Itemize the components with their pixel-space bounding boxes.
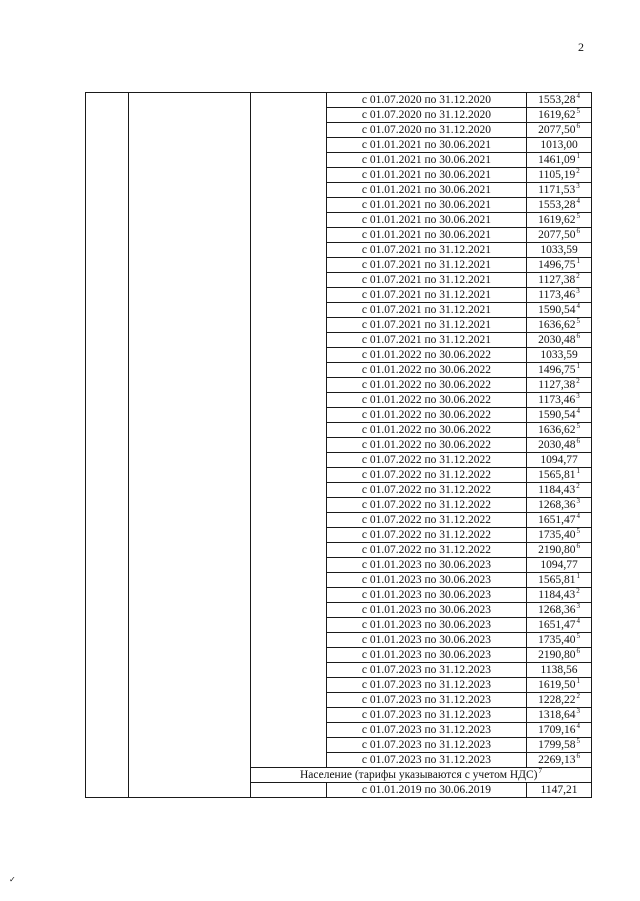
tariff-value-cell bbox=[527, 753, 592, 768]
tariff-value: 1651,47 bbox=[538, 514, 576, 526]
tariff-value: 1799,58 bbox=[538, 739, 576, 751]
tariff-period: с 01.01.2023 по 30.06.2023 bbox=[327, 603, 527, 618]
tariff-value-cell bbox=[527, 138, 592, 153]
tariff-value-cell bbox=[527, 348, 592, 363]
tariff-value-cell bbox=[527, 273, 592, 288]
footnote-ref: 1 bbox=[576, 152, 580, 160]
tariff-period: с 01.07.2022 по 31.12.2022 bbox=[327, 513, 527, 528]
tariff-value-cell bbox=[527, 783, 592, 798]
footnote-ref: 2 bbox=[576, 692, 580, 700]
tariff-period: с 01.07.2020 по 31.12.2020 bbox=[327, 93, 527, 108]
tariff-value: 1147,21 bbox=[540, 784, 578, 796]
footnote-ref: 3 bbox=[576, 182, 580, 190]
tariff-value-cell bbox=[527, 198, 592, 213]
tariff-value: 1171,53 bbox=[538, 184, 576, 196]
tariff-period: с 01.07.2023 по 31.12.2023 bbox=[327, 723, 527, 738]
footnote-ref: 3 bbox=[576, 497, 580, 505]
footnote-ref: 5 bbox=[576, 527, 580, 535]
tariff-period: с 01.07.2023 по 31.12.2023 bbox=[327, 693, 527, 708]
tariff-value-cell bbox=[527, 528, 592, 543]
tariff-value: 1318,64 bbox=[538, 709, 576, 721]
footnote-ref: 5 bbox=[576, 212, 580, 220]
tariff-period: с 01.01.2021 по 30.06.2021 bbox=[327, 198, 527, 213]
tariff-value: 1228,22 bbox=[538, 694, 576, 706]
page-number: 2 bbox=[578, 40, 584, 54]
tariff-value-cell bbox=[527, 168, 592, 183]
tariff-period: с 01.07.2023 по 31.12.2023 bbox=[327, 678, 527, 693]
footnote-ref: 1 bbox=[576, 677, 580, 685]
tariff-value: 1461,09 bbox=[538, 154, 576, 166]
tariff-value-cell bbox=[527, 483, 592, 498]
footnote-ref: 6 bbox=[576, 437, 580, 445]
footnote-ref: 5 bbox=[576, 107, 580, 115]
tariff-value: 2190,80 bbox=[538, 649, 576, 661]
tariff-value: 1138,56 bbox=[540, 664, 578, 676]
tariff-period: с 01.01.2021 по 30.06.2021 bbox=[327, 138, 527, 153]
tariff-period: с 01.07.2021 по 31.12.2021 bbox=[327, 243, 527, 258]
table-row bbox=[86, 93, 592, 108]
tariff-value: 2269,13 bbox=[538, 754, 576, 766]
tariff-value-cell bbox=[527, 393, 592, 408]
footnote-ref: 4 bbox=[576, 617, 580, 625]
footnote-ref: 4 bbox=[576, 197, 580, 205]
tariff-value: 1105,19 bbox=[538, 169, 576, 181]
tariff-value: 1033,59 bbox=[540, 244, 578, 256]
footnote-ref: 4 bbox=[576, 722, 580, 730]
tariff-period: с 01.07.2023 по 31.12.2023 bbox=[327, 663, 527, 678]
tariff-value: 2030,48 bbox=[538, 334, 576, 346]
tariff-value: 1636,62 bbox=[538, 319, 576, 331]
tariff-period: с 01.01.2021 по 30.06.2021 bbox=[327, 213, 527, 228]
tariff-value-cell bbox=[527, 468, 592, 483]
tariff-value: 1590,54 bbox=[538, 409, 576, 421]
category-column bbox=[251, 93, 327, 768]
tariff-value-cell bbox=[527, 723, 592, 738]
tariff-value-cell bbox=[527, 708, 592, 723]
tariff-value: 1565,81 bbox=[538, 469, 576, 481]
tariff-period: с 01.07.2020 по 31.12.2020 bbox=[327, 108, 527, 123]
tariff-value: 1735,40 bbox=[538, 634, 576, 646]
tariff-period: с 01.07.2022 по 31.12.2022 bbox=[327, 498, 527, 513]
tariff-period: с 01.01.2022 по 30.06.2022 bbox=[327, 408, 527, 423]
tariff-period: с 01.07.2021 по 31.12.2021 bbox=[327, 288, 527, 303]
tariff-value-cell bbox=[527, 288, 592, 303]
tariff-value-cell bbox=[527, 603, 592, 618]
tariff-value-cell bbox=[527, 558, 592, 573]
tariff-period: с 01.07.2023 по 31.12.2023 bbox=[327, 738, 527, 753]
tariff-period: с 01.07.2021 по 31.12.2021 bbox=[327, 258, 527, 273]
tariff-value-cell bbox=[527, 453, 592, 468]
tariff-value-cell bbox=[527, 738, 592, 753]
tariff-value: 1619,62 bbox=[538, 109, 576, 121]
tariff-value: 1184,43 bbox=[538, 589, 576, 601]
tariff-period: с 01.01.2022 по 30.06.2022 bbox=[327, 378, 527, 393]
tariff-value-cell bbox=[527, 543, 592, 558]
tariff-value: 1268,36 bbox=[538, 604, 576, 616]
tariff-value: 1565,81 bbox=[538, 574, 576, 586]
tariff-period: с 01.07.2022 по 31.12.2022 bbox=[327, 543, 527, 558]
tariff-value: 1268,36 bbox=[538, 499, 576, 511]
tariff-period: с 01.01.2022 по 30.06.2022 bbox=[327, 423, 527, 438]
tariff-period: с 01.07.2021 по 31.12.2021 bbox=[327, 273, 527, 288]
corner-mark: ✓ bbox=[9, 875, 16, 884]
tariff-period: с 01.01.2022 по 30.06.2022 bbox=[327, 363, 527, 378]
footnote-ref: 5 bbox=[576, 422, 580, 430]
tariff-period: с 01.01.2023 по 30.06.2023 bbox=[327, 633, 527, 648]
tariff-period: с 01.07.2022 по 31.12.2022 bbox=[327, 528, 527, 543]
tariff-value: 1636,62 bbox=[538, 424, 576, 436]
population-section-header bbox=[251, 768, 592, 783]
tariff-period: с 01.07.2022 по 31.12.2022 bbox=[327, 468, 527, 483]
footnote-ref: 2 bbox=[576, 587, 580, 595]
tariff-table bbox=[85, 92, 592, 798]
tariff-value-cell bbox=[527, 303, 592, 318]
tariff-value-cell bbox=[527, 663, 592, 678]
tariff-value-cell bbox=[527, 123, 592, 138]
tariff-value: 1553,28 bbox=[538, 199, 576, 211]
tariff-period: с 01.01.2019 по 30.06.2019 bbox=[327, 783, 527, 798]
footnote-ref: 4 bbox=[576, 512, 580, 520]
tariff-value-cell bbox=[527, 633, 592, 648]
tariff-period: с 01.07.2021 по 31.12.2021 bbox=[327, 333, 527, 348]
footnote-ref: 3 bbox=[576, 392, 580, 400]
footnote-ref: 4 bbox=[576, 92, 580, 100]
tariff-value: 1184,43 bbox=[538, 484, 576, 496]
tariff-value: 2077,50 bbox=[538, 229, 576, 241]
tariff-value: 1590,54 bbox=[538, 304, 576, 316]
tariff-value-cell bbox=[527, 183, 592, 198]
tariff-value: 1094,77 bbox=[540, 559, 578, 571]
footnote-ref: 2 bbox=[576, 377, 580, 385]
footnote-ref: 5 bbox=[576, 632, 580, 640]
section-label: Население (тарифы указываются с учетом НДС) bbox=[299, 769, 538, 781]
tariff-value: 1619,50 bbox=[538, 679, 576, 691]
footnote-ref: 6 bbox=[576, 752, 580, 760]
tariff-period: с 01.01.2023 по 30.06.2023 bbox=[327, 588, 527, 603]
footnote-ref: 7 bbox=[538, 767, 543, 775]
footnote-ref: 6 bbox=[576, 122, 580, 130]
tariff-value-cell bbox=[527, 318, 592, 333]
tariff-period: с 01.07.2022 по 31.12.2022 bbox=[327, 483, 527, 498]
footnote-ref: 1 bbox=[576, 467, 580, 475]
tariff-period: с 01.07.2023 по 31.12.2023 bbox=[327, 753, 527, 768]
tariff-value-cell bbox=[527, 693, 592, 708]
tariff-value-cell bbox=[527, 378, 592, 393]
tariff-value: 1033,59 bbox=[540, 349, 578, 361]
tariff-value-cell bbox=[527, 618, 592, 633]
tariff-value: 2077,50 bbox=[538, 124, 576, 136]
footnote-ref: 5 bbox=[576, 317, 580, 325]
tariff-value-cell bbox=[527, 408, 592, 423]
tariff-period: с 01.01.2023 по 30.06.2023 bbox=[327, 648, 527, 663]
tariff-period: с 01.07.2021 по 31.12.2021 bbox=[327, 303, 527, 318]
tariff-period: с 01.07.2023 по 31.12.2023 bbox=[327, 708, 527, 723]
tariff-value-cell bbox=[527, 258, 592, 273]
footnote-ref: 2 bbox=[576, 167, 580, 175]
tariff-period: с 01.01.2021 по 30.06.2021 bbox=[327, 153, 527, 168]
tariff-value-cell bbox=[527, 213, 592, 228]
footnote-ref: 3 bbox=[576, 707, 580, 715]
footnote-ref: 3 bbox=[576, 287, 580, 295]
tariff-value-cell bbox=[527, 648, 592, 663]
footnote-ref: 6 bbox=[576, 227, 580, 235]
footnote-ref: 6 bbox=[576, 542, 580, 550]
tariff-period: с 01.01.2022 по 30.06.2022 bbox=[327, 438, 527, 453]
tariff-period: с 01.01.2022 по 30.06.2022 bbox=[327, 393, 527, 408]
tariff-value: 1553,28 bbox=[538, 94, 576, 106]
tariff-value-cell bbox=[527, 243, 592, 258]
tariff-value-cell bbox=[527, 423, 592, 438]
tariff-value: 1173,46 bbox=[538, 394, 576, 406]
tariff-value: 2190,80 bbox=[538, 544, 576, 556]
tariff-period: с 01.01.2021 по 30.06.2021 bbox=[327, 168, 527, 183]
tariff-period: с 01.01.2021 по 30.06.2021 bbox=[327, 183, 527, 198]
tariff-value-cell bbox=[527, 363, 592, 378]
tariff-value: 1127,38 bbox=[538, 274, 576, 286]
tariff-value-cell bbox=[527, 498, 592, 513]
tariff-value-cell bbox=[527, 333, 592, 348]
tariff-value-cell bbox=[527, 228, 592, 243]
footnote-ref: 5 bbox=[576, 737, 580, 745]
tariff-value-cell bbox=[527, 93, 592, 108]
footnote-ref: 1 bbox=[576, 257, 580, 265]
footnote-ref: 3 bbox=[576, 602, 580, 610]
tariff-value: 1496,75 bbox=[538, 364, 576, 376]
tariff-value: 1496,75 bbox=[538, 259, 576, 271]
tariff-value-cell bbox=[527, 153, 592, 168]
tariff-period: с 01.07.2022 по 31.12.2022 bbox=[327, 453, 527, 468]
tariff-period: с 01.01.2021 по 30.06.2021 bbox=[327, 228, 527, 243]
tariff-value: 1127,38 bbox=[538, 379, 576, 391]
footnote-ref: 6 bbox=[576, 332, 580, 340]
tariff-value-cell bbox=[527, 513, 592, 528]
tariff-value-cell bbox=[527, 573, 592, 588]
tariff-value: 1709,16 bbox=[538, 724, 576, 736]
footnote-ref: 2 bbox=[576, 482, 580, 490]
row-number-column bbox=[86, 93, 129, 798]
footnote-ref: 1 bbox=[576, 362, 580, 370]
footnote-ref: 6 bbox=[576, 647, 580, 655]
tariff-value: 1651,47 bbox=[538, 619, 576, 631]
footnote-ref: 2 bbox=[576, 272, 580, 280]
tariff-value-cell bbox=[527, 678, 592, 693]
tariff-value: 1094,77 bbox=[540, 454, 578, 466]
tariff-period: с 01.07.2020 по 31.12.2020 bbox=[327, 123, 527, 138]
tariff-value-cell bbox=[527, 108, 592, 123]
tariff-value: 1013,00 bbox=[540, 139, 578, 151]
tariff-value: 2030,48 bbox=[538, 439, 576, 451]
tariff-value: 1173,46 bbox=[538, 289, 576, 301]
tariff-period: с 01.01.2022 по 30.06.2022 bbox=[327, 348, 527, 363]
category-column bbox=[251, 783, 327, 798]
organization-column bbox=[129, 93, 251, 798]
footnote-ref: 4 bbox=[576, 407, 580, 415]
tariff-value-cell bbox=[527, 438, 592, 453]
tariff-period: с 01.01.2023 по 30.06.2023 bbox=[327, 558, 527, 573]
tariff-period: с 01.01.2023 по 30.06.2023 bbox=[327, 618, 527, 633]
footnote-ref: 4 bbox=[576, 302, 580, 310]
tariff-value: 1619,62 bbox=[538, 214, 576, 226]
tariff-period: с 01.01.2023 по 30.06.2023 bbox=[327, 573, 527, 588]
tariff-value: 1735,40 bbox=[538, 529, 576, 541]
tariff-table-body bbox=[86, 93, 592, 798]
tariff-value-cell bbox=[527, 588, 592, 603]
tariff-period: с 01.07.2021 по 31.12.2021 bbox=[327, 318, 527, 333]
footnote-ref: 1 bbox=[576, 572, 580, 580]
